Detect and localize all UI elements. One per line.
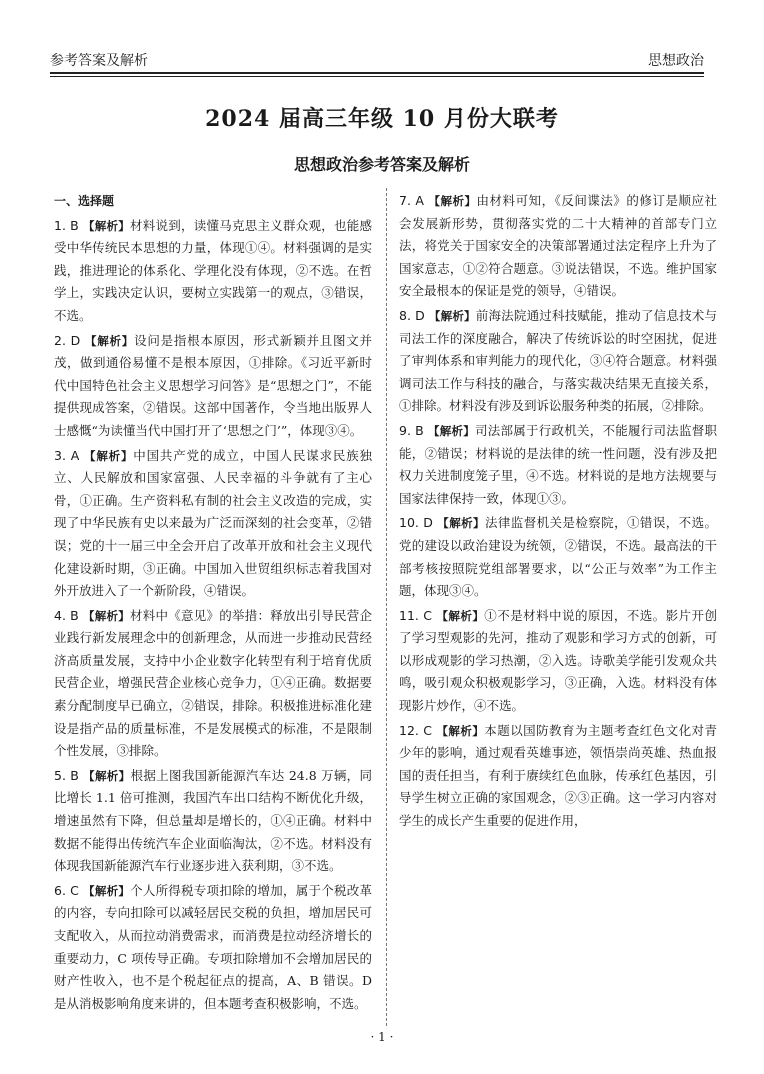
- analysis-tag: 【解析】: [84, 448, 134, 463]
- answer-item: [54, 880, 372, 1016]
- answer-text: 个人所得税专项扣除的增加，属于个税改革的内容，专向扣除可以减轻居民交税的负担，增加居民可支配收入，从而拉动消费需求，而消费是拉动经济增长的重要动力，C 项传导正确。专项扣除增加不会增加居民的财产性收入，也不是个税起征点的提高，A、B 错误。D 是从消极影响角度来讲的，但本题考查积极影响，不选。: [54, 882, 372, 1011]
- answer-number: 12. C: [399, 722, 433, 738]
- analysis-tag: 【解析】: [82, 218, 130, 233]
- analysis-tag: 【解析】: [85, 333, 135, 348]
- analysis-tag: 【解析】: [427, 423, 475, 438]
- analysis-tag: 【解析】: [82, 608, 130, 623]
- answer-number: 7. A: [399, 193, 424, 208]
- analysis-tag: 【解析】: [428, 308, 476, 323]
- answer-number: 3. A: [54, 447, 80, 463]
- answer-number: 5. B: [54, 767, 79, 783]
- answer-number: 10. D: [399, 515, 433, 531]
- section-heading: 一、选择题: [54, 194, 115, 208]
- answer-number: 9. B: [399, 422, 424, 438]
- analysis-tag: 【解析】: [436, 723, 485, 738]
- answer-item: [399, 512, 717, 602]
- header-subject-label: 思想政治: [648, 53, 704, 69]
- answer-number: 11. C: [399, 607, 433, 623]
- answer-text: 材料中《意见》的举措：释放出引导民营企业践行新发展理念中的创新理念，从而进一步推动民营经济高质量发展，支持中小企业数字化转型有利于培育优质民营企业，增强民营企业核心竞争力，①④正确。数据要素分配制度早已确立，②错误，排除。积极推进标准化建设是指产品的质量标准，不是发展模式的标准，不是限制个性发展，③排除。: [54, 607, 372, 759]
- answer-text: 法律监督机关是检察院，①错误，不选。党的建设以政治建设为统领，②错误，不选。最高法的干部考核按照院党组部署要求，以“公正与效率”为工作主题，体现③④。: [399, 515, 717, 599]
- answer-text: 司法部属于行政机关，不能履行司法监督职能，②错误；材料说的是法律的统一性问题，没有涉及把权力关进制度笼子里，④不选。材料说的是地方法规要与国家法律保持一致，体现①③。: [399, 422, 717, 506]
- header-rule-thin: [50, 76, 704, 77]
- answer-text: 中国共产党的成立，中国人民谋求民族独立、人民解放和国家富强、人民幸福的斗争就有了主心骨，①正确。生产资料私有制的社会主义改造的完成，实现了中华民族有史以来最为广泛而深刻的社会变革，②错误；党的十一届三中全会开启了改革开放和社会主义现代化建设新时期，③正确。中国加入世贸组织标志着我国对外开放进入了一个新阶段，④错误。: [54, 447, 372, 599]
- answer-item: [399, 190, 717, 303]
- answer-text: ①不是材料中说的原因，不选。影片开创了学习型观影的先河，推动了观影和学习方式的创新，可以形成观影的学习热潮，②入选。诗歌美学能引发观众共鸣，吸引观众积极观影学习，③正确，入选。材料没有体现影片炒作，④不选。: [399, 607, 717, 714]
- answer-item: [54, 330, 372, 443]
- answer-number: 8. D: [399, 307, 425, 323]
- analysis-tag: 【解析】: [83, 883, 131, 898]
- analysis-tag: 【解析】: [428, 194, 477, 208]
- header-left-label: 参考答案及解析: [50, 53, 148, 69]
- answer-item: [54, 605, 372, 763]
- answer-text: 由材料可知，《反间谍法》的修订是顺应社会发展新形势，贯彻落实党的二十大精神的首部专门立法，将党关于国家安全的决策部署通过法定程序上升为了国家意志，①②符合题意。③说法错误，不选。维护国家安全最根本的保证是党的领导，④错误。: [399, 193, 718, 299]
- header-rule: [50, 72, 704, 74]
- right-column: [399, 190, 717, 835]
- answer-item: [54, 215, 372, 328]
- exam-title: 2024 届高三年级 10 月份大联考: [205, 106, 559, 132]
- answer-number: 2. D: [54, 332, 81, 348]
- left-column: [54, 190, 372, 1017]
- answer-text: 材料说到，读懂马克思主义群众观，也能感受中华传统民本思想的力量，体现①④。材料强调的是实践，推进理论的体系化、学理化没有体现，②不选。在哲学上，实践决定认识，要树立实践第一的观点，③错误，不选。: [54, 217, 372, 323]
- answer-text: 本题以国防教育为主题考查红色文化对青少年的影响，通过观看英雄事迹，领悟崇尚英雄、热血报国的责任担当，有利于赓续红色血脉，传承红色基因，引导学生树立正确的家国观念，②③正确。这一学习内容对学生的成长产生重要的促进作用，: [399, 722, 717, 829]
- answer-text: 根据上图我国新能源汽车达 24.8 万辆，同比增长 1.1 倍可推测，我国汽车出口结构不断优化升级，增速虽然有下降，但总量却是增长的，①④正确。材料中数据不能得出传统汽车企业面临淘汰，②不选。材料没有体现我国新能源汽车行业逐步进入获利期，③不选。: [54, 767, 372, 874]
- answer-number: 1. B: [54, 217, 79, 233]
- answer-text: 设问是指根本原因，形式新颖并且图文并茂，做到通俗易懂不是根本原因，①排除。《习近平新时代中国特色社会主义思想学习问答》是“思想之门”，不能提供现成答案，②错误。这部中国著作，令当地出版界人士感慨“为读懂当代中国打开了‘思想之门’”，体现③④。: [54, 332, 372, 438]
- column-divider: [386, 188, 387, 1026]
- document-subtitle: 思想政治参考答案及解析: [293, 155, 470, 174]
- page-number: · 1 ·: [370, 1030, 394, 1044]
- running-header: [50, 50, 704, 72]
- answer-item: [54, 765, 372, 878]
- answer-number: 4. B: [54, 607, 79, 623]
- answer-text: 前海法院通过科技赋能，推动了信息技术与司法工作的深度融合，解决了传统诉讼的时空困扰，促进了审判体系和审判能力的现代化，③④符合题意。材料强调司法工作与科技的融合，与落实裁决结果无直接关系，①排除。材料没有涉及到诉讼服务种类的拓展，②排除。: [399, 307, 717, 414]
- analysis-tag: 【解析】: [436, 608, 485, 623]
- analysis-tag: 【解析】: [437, 516, 485, 531]
- answer-item: [399, 305, 717, 418]
- answer-item: [399, 720, 717, 833]
- answer-item: [399, 605, 717, 718]
- answer-number: 6. C: [54, 882, 79, 898]
- answer-item: [399, 420, 717, 510]
- answer-item: [54, 445, 372, 603]
- analysis-tag: 【解析】: [83, 768, 131, 783]
